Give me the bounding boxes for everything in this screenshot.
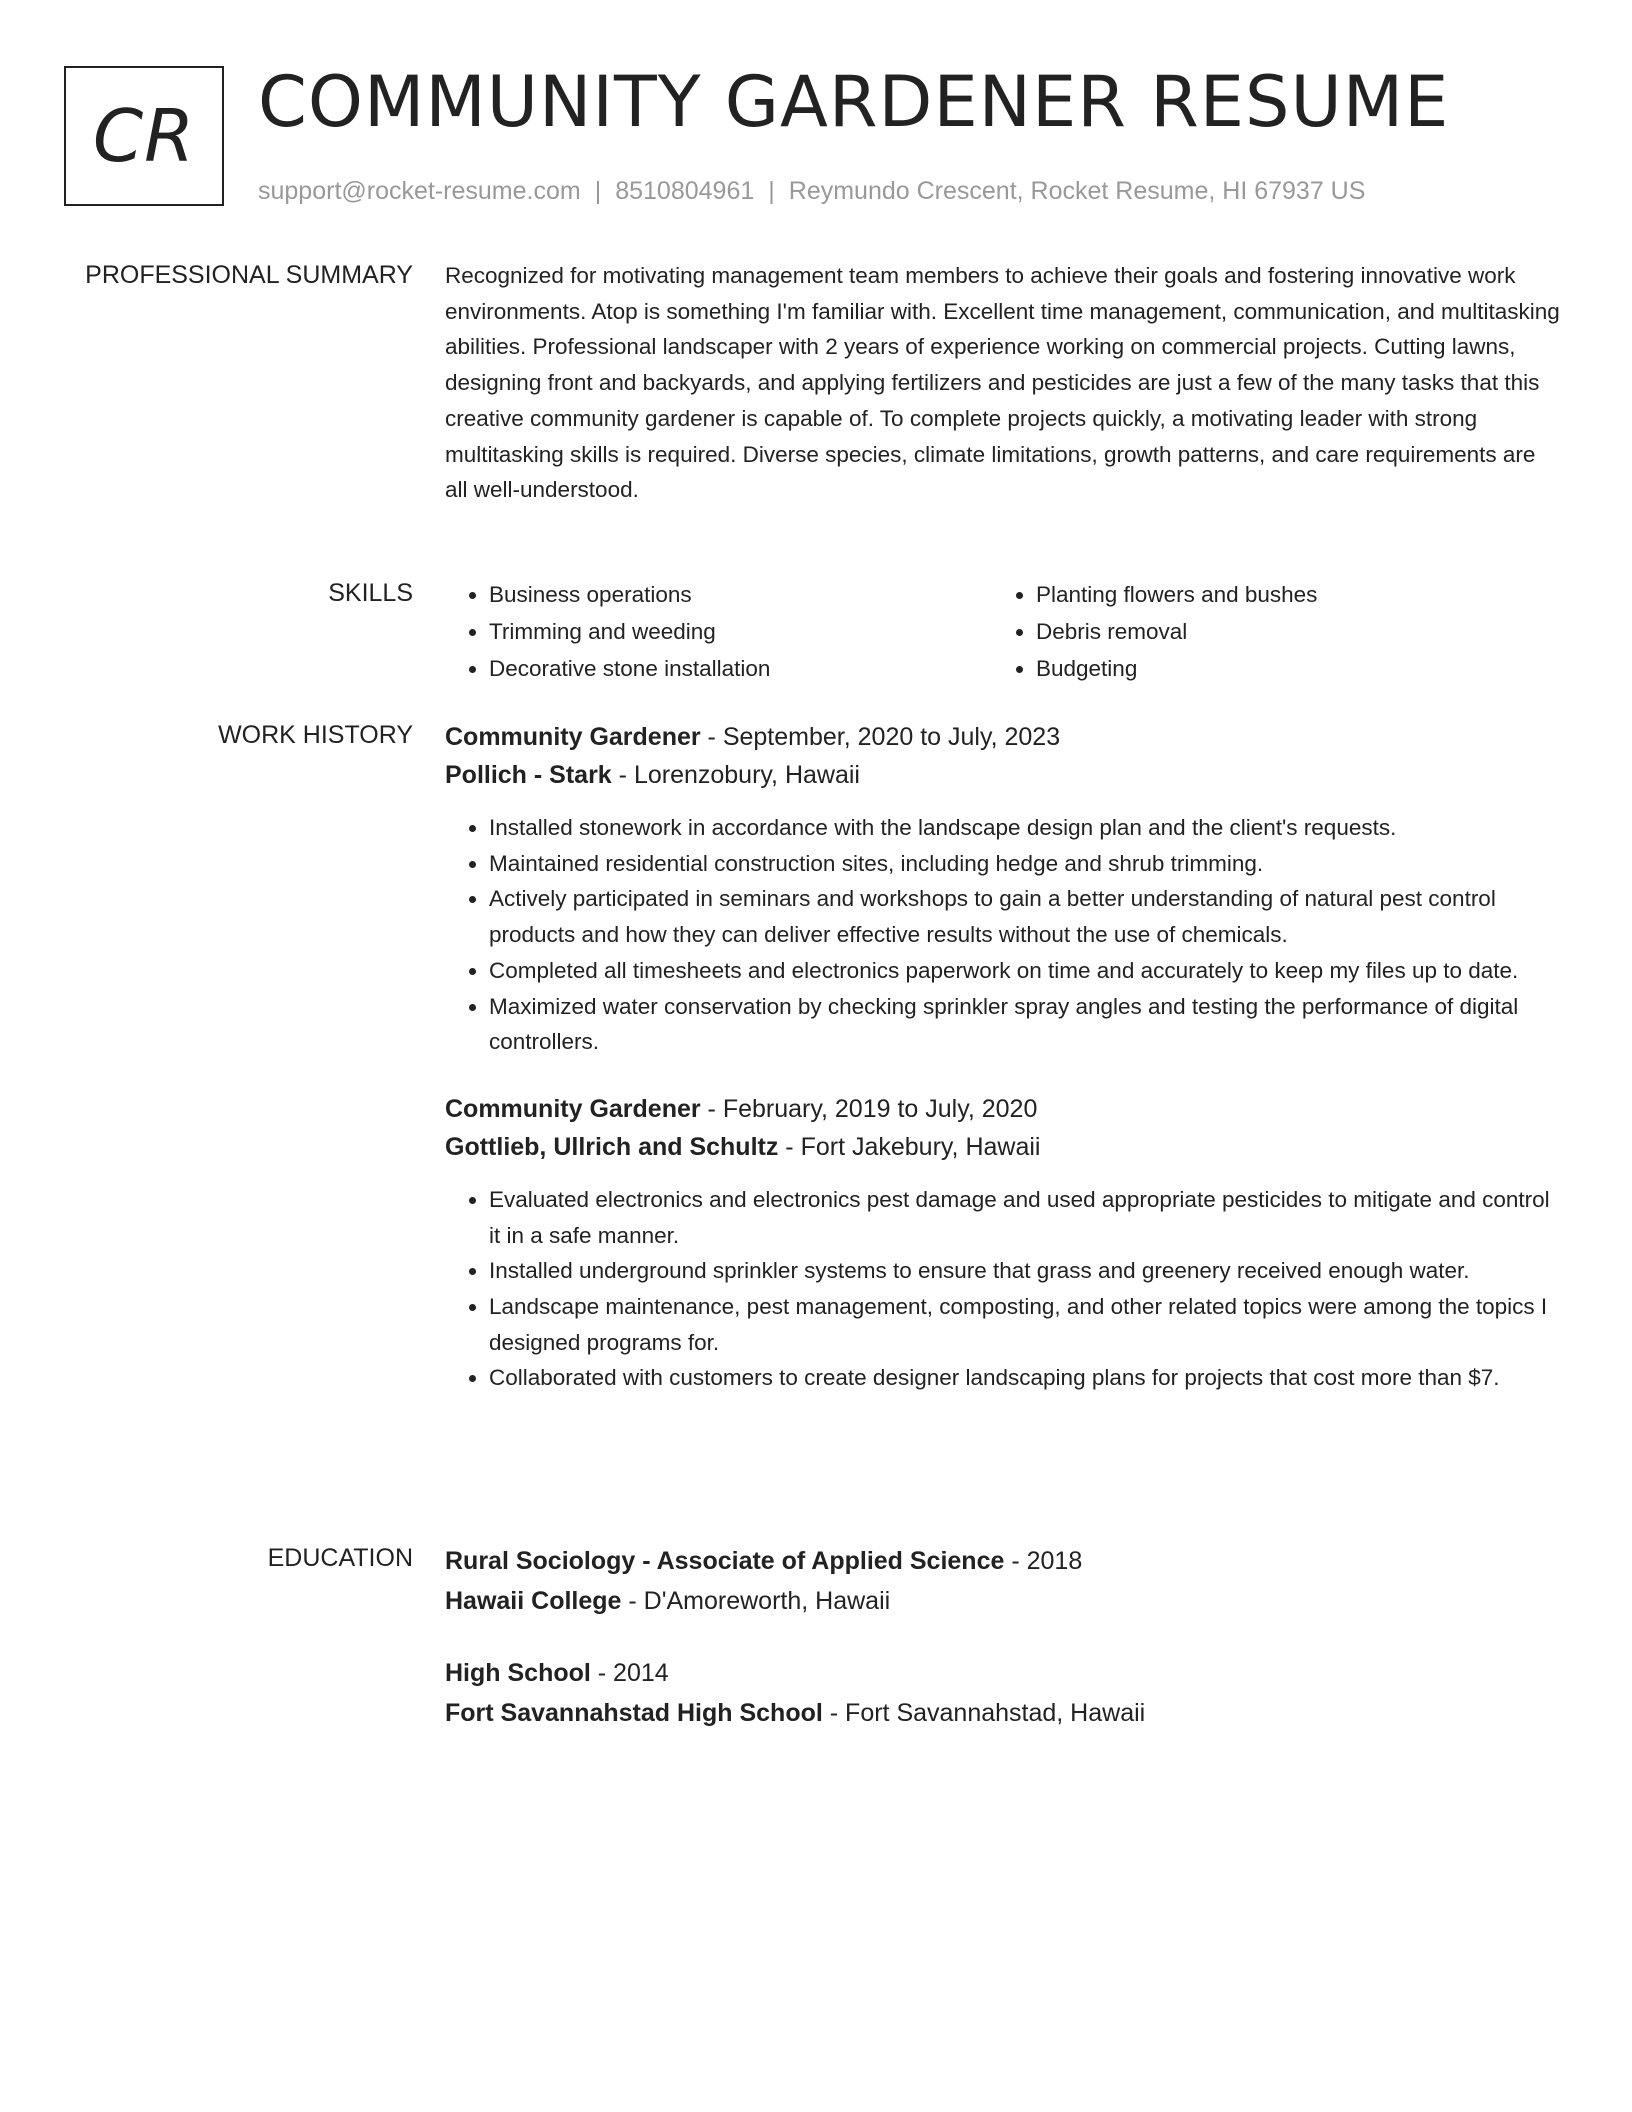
education-entry bbox=[445, 1541, 1560, 1621]
job-location: Fort Jakebury, Hawaii bbox=[800, 1132, 1041, 1161]
job-title-line: Community Gardener - September, 2020 to July, 2023 bbox=[445, 723, 1061, 751]
job-bullet: • Evaluated electronics and electronics pest damage and used appropriate pesticides to mitigate and control it in a safe manner. bbox=[489, 1182, 1560, 1253]
section-label: WORK HISTORY bbox=[218, 721, 413, 749]
section-body bbox=[445, 718, 1560, 1426]
job-bullets bbox=[445, 1182, 1560, 1396]
skills-grid bbox=[445, 576, 1560, 687]
education-school: Fort Savannahstad High School bbox=[445, 1699, 823, 1727]
job-title: Community Gardener bbox=[445, 1094, 701, 1123]
job-company-line: Pollich - Stark - Lorenzobury, Hawaii bbox=[445, 761, 860, 789]
job-company-line: Gottlieb, Ullrich and Schultz - Fort Jakebury, Hawaii bbox=[445, 1132, 1041, 1161]
job-company: Pollich - Stark bbox=[445, 761, 612, 789]
job-entry bbox=[445, 1090, 1560, 1396]
skills-list-left bbox=[445, 576, 992, 687]
contact-address: Reymundo Crescent, Rocket Resume, HI 67937 US bbox=[788, 177, 1366, 205]
job-dates: September, 2020 to July, 2023 bbox=[722, 723, 1061, 751]
job-bullet: • Installed stonework in accordance with the landscape design plan and the client's requests. bbox=[489, 810, 1560, 846]
education-school: Hawaii College bbox=[445, 1587, 622, 1615]
contact-phone: 8510804961 bbox=[615, 177, 755, 205]
education-location: Fort Savannahstad, Hawaii bbox=[845, 1699, 1146, 1727]
section-body bbox=[445, 1541, 1560, 1765]
education-location: D'Amoreworth, Hawaii bbox=[643, 1587, 891, 1615]
job-bullet: • Completed all timesheets and electronics paperwork on time and accurately to keep my files up to date. bbox=[489, 953, 1560, 989]
skill-item: • Business operations bbox=[489, 576, 992, 613]
skill-item: • Decorative stone installation bbox=[489, 650, 992, 687]
skill-item: • Debris removal bbox=[1036, 613, 1532, 650]
skill-item: • Planting flowers and bushes bbox=[1036, 576, 1532, 613]
education-entry bbox=[445, 1653, 1560, 1733]
education-degree-line: Rural Sociology - Associate of Applied Science - 2018 bbox=[445, 1547, 1083, 1575]
job-dates: February, 2019 to July, 2020 bbox=[722, 1094, 1038, 1123]
section-label: SKILLS bbox=[328, 579, 413, 607]
education-school-line: Fort Savannahstad High School - Fort Savannahstad, Hawaii bbox=[445, 1699, 1146, 1727]
contact-line bbox=[258, 174, 1365, 208]
skill-item: • Budgeting bbox=[1036, 650, 1532, 687]
section-label: PROFESSIONAL SUMMARY bbox=[85, 261, 413, 289]
skills-list-right bbox=[992, 576, 1532, 687]
education-degree: High School bbox=[445, 1659, 591, 1687]
job-bullet: • Landscape maintenance, pest management, composting, and other related topics were among the topics I designed programs for. bbox=[489, 1289, 1560, 1360]
contact-separator: | bbox=[594, 177, 602, 205]
job-bullet: • Actively participated in seminars and workshops to gain a better understanding of natural pest control products and how they can deliver effective results without the use of chemicals. bbox=[489, 881, 1560, 952]
job-bullet: • Maximized water conservation by checking sprinkler spray angles and testing the performance of digital controllers. bbox=[489, 989, 1560, 1060]
skill-item: • Trimming and weeding bbox=[489, 613, 992, 650]
job-bullets bbox=[445, 810, 1560, 1060]
job-entry bbox=[445, 718, 1560, 1060]
education-degree: Rural Sociology - Associate of Applied Science bbox=[445, 1547, 1005, 1575]
job-bullet: • Installed underground sprinkler systems to ensure that grass and greenery received enough water. bbox=[489, 1253, 1560, 1289]
monogram-initials: CR bbox=[92, 94, 196, 178]
job-location: Lorenzobury, Hawaii bbox=[633, 761, 860, 789]
job-title-line: Community Gardener - February, 2019 to July, 2020 bbox=[445, 1094, 1038, 1123]
resume-title: COMMUNITY GARDENER RESUME bbox=[258, 61, 1450, 143]
monogram-logo bbox=[64, 66, 224, 206]
job-bullet: • Collaborated with customers to create designer landscaping plans for projects that cost more than $7. bbox=[489, 1360, 1560, 1396]
education-school-line: Hawaii College - D'Amoreworth, Hawaii bbox=[445, 1587, 891, 1615]
job-title: Community Gardener bbox=[445, 723, 701, 751]
education-year: 2018 bbox=[1026, 1547, 1083, 1575]
education-degree-line: High School - 2014 bbox=[445, 1659, 669, 1687]
job-company: Gottlieb, Ullrich and Schultz bbox=[445, 1132, 779, 1161]
education-year: 2014 bbox=[613, 1659, 669, 1687]
contact-separator: | bbox=[768, 177, 775, 205]
job-bullet: • Maintained residential construction sites, including hedge and shrub trimming. bbox=[489, 846, 1560, 882]
section-body bbox=[445, 258, 1560, 508]
contact-email: support@rocket-resume.com bbox=[258, 177, 581, 205]
summary-text: Recognized for motivating management team members to achieve their goals and fostering innovative work environments. Atop is something I'm familiar with. Excellent time management, communication, and multitasking abilities. Professional landscaper with 2 years of experience working on commercial projects. Cutting lawns, designing front and backyards, and applying fertilizers and pesticides are just a few of the many tasks that this creative community gardener is capable of. To complete projects quickly, a motivating leader with strong multitasking skills is required. Diverse species, climate limitations, growth patterns, and care requirements are all well-understood. bbox=[445, 263, 1560, 503]
section-label: EDUCATION bbox=[267, 1544, 413, 1572]
